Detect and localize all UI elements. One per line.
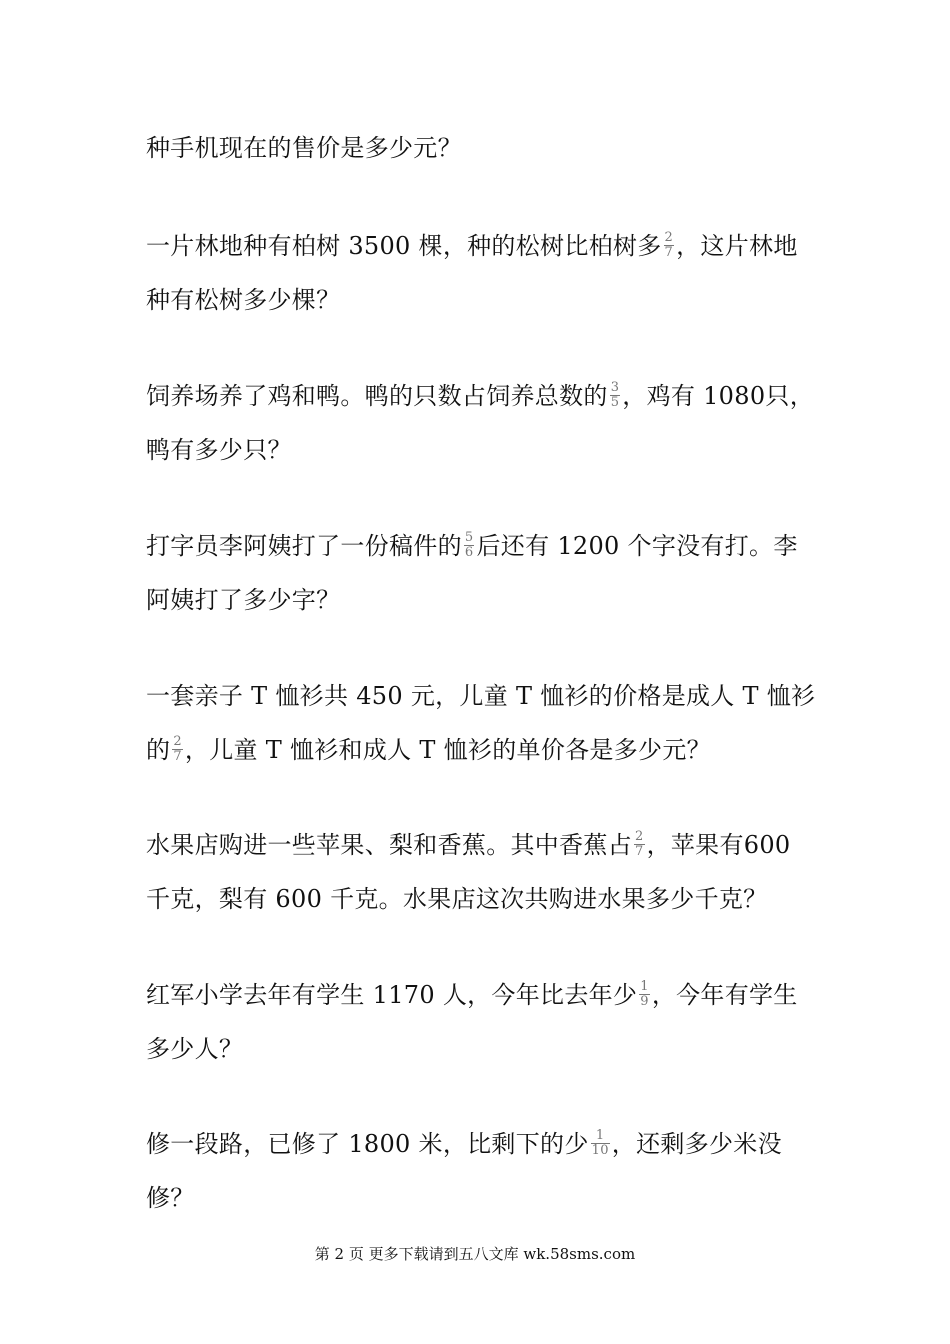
problem-text: ，这片林地种有松树多少棵？ [146, 232, 798, 314]
fraction-denominator: 7 [635, 844, 644, 859]
fraction [172, 735, 183, 764]
fraction [634, 830, 645, 859]
fraction [610, 381, 621, 410]
fraction-numerator: 2 [173, 734, 182, 749]
problem-text: ，今年有学生多少人？ [146, 981, 798, 1063]
fraction-denominator: 5 [610, 395, 620, 410]
fraction-numerator: 3 [610, 380, 620, 395]
problem-7 [146, 968, 816, 1076]
fraction [639, 980, 650, 1009]
fraction-numerator: 1 [640, 979, 649, 994]
fraction [664, 231, 675, 260]
problem-6 [146, 818, 816, 926]
fraction-numerator: 2 [635, 829, 644, 844]
problem-text: 种手机现在的售价是多少元？ [146, 134, 462, 162]
problem-text: 水果店购进一些苹果、梨和香蕉。其中香蕉占 [146, 831, 632, 859]
problem-3 [146, 369, 816, 477]
fraction-denominator: 6 [464, 545, 474, 560]
problem-5 [146, 669, 816, 777]
fraction-numerator: 1 [591, 1129, 610, 1144]
problem-1 [146, 121, 816, 175]
problem-text: 饲养场养了鸡和鸭。鸭的只数占饲养总数的 [146, 382, 608, 410]
problem-8 [146, 1117, 816, 1225]
problem-text: ，鸡有 1080只，鸭有多少只？ [146, 382, 814, 464]
problem-text: 后还有 1200 个字没有打。李阿姨打了多少字？ [146, 532, 798, 614]
fraction-numerator: 5 [464, 530, 474, 545]
problem-2 [146, 219, 816, 327]
problem-text: ，还剩多少米没修？ [146, 1130, 782, 1212]
fraction-denominator: 7 [173, 749, 182, 764]
fraction [591, 1129, 610, 1158]
fraction [464, 531, 475, 560]
problem-text: 修一段路，已修了 1800 米，比剩下的少 [146, 1130, 589, 1158]
problem-text: 一套亲子 T 恤衫共 450 元，儿童 T 恤衫的价格是成人 T 恤衫的 [146, 682, 816, 764]
problem-4 [146, 519, 816, 627]
problem-text: 红军小学去年有学生 1170 人，今年比去年少 [146, 981, 638, 1009]
problem-text: 一片林地种有柏树 3500 棵，种的松树比柏树多 [146, 232, 662, 260]
fraction-denominator: 10 [591, 1143, 609, 1158]
problem-text: 打字员李阿姨打了一份稿件的 [146, 532, 462, 560]
fraction-numerator: 2 [664, 230, 674, 245]
fraction-denominator: 7 [664, 245, 674, 260]
problem-text: ，苹果有600 千克，梨有 600 千克。水果店这次共购进水果多少千克？ [146, 831, 791, 913]
problem-text: ，儿童 T 恤衫和成人 T 恤衫的单价各是多少元？ [184, 736, 711, 764]
page-footer: 第 2 页 更多下载请到五八文库 wk.58sms.com [314, 1245, 636, 1263]
fraction-denominator: 9 [640, 994, 649, 1009]
